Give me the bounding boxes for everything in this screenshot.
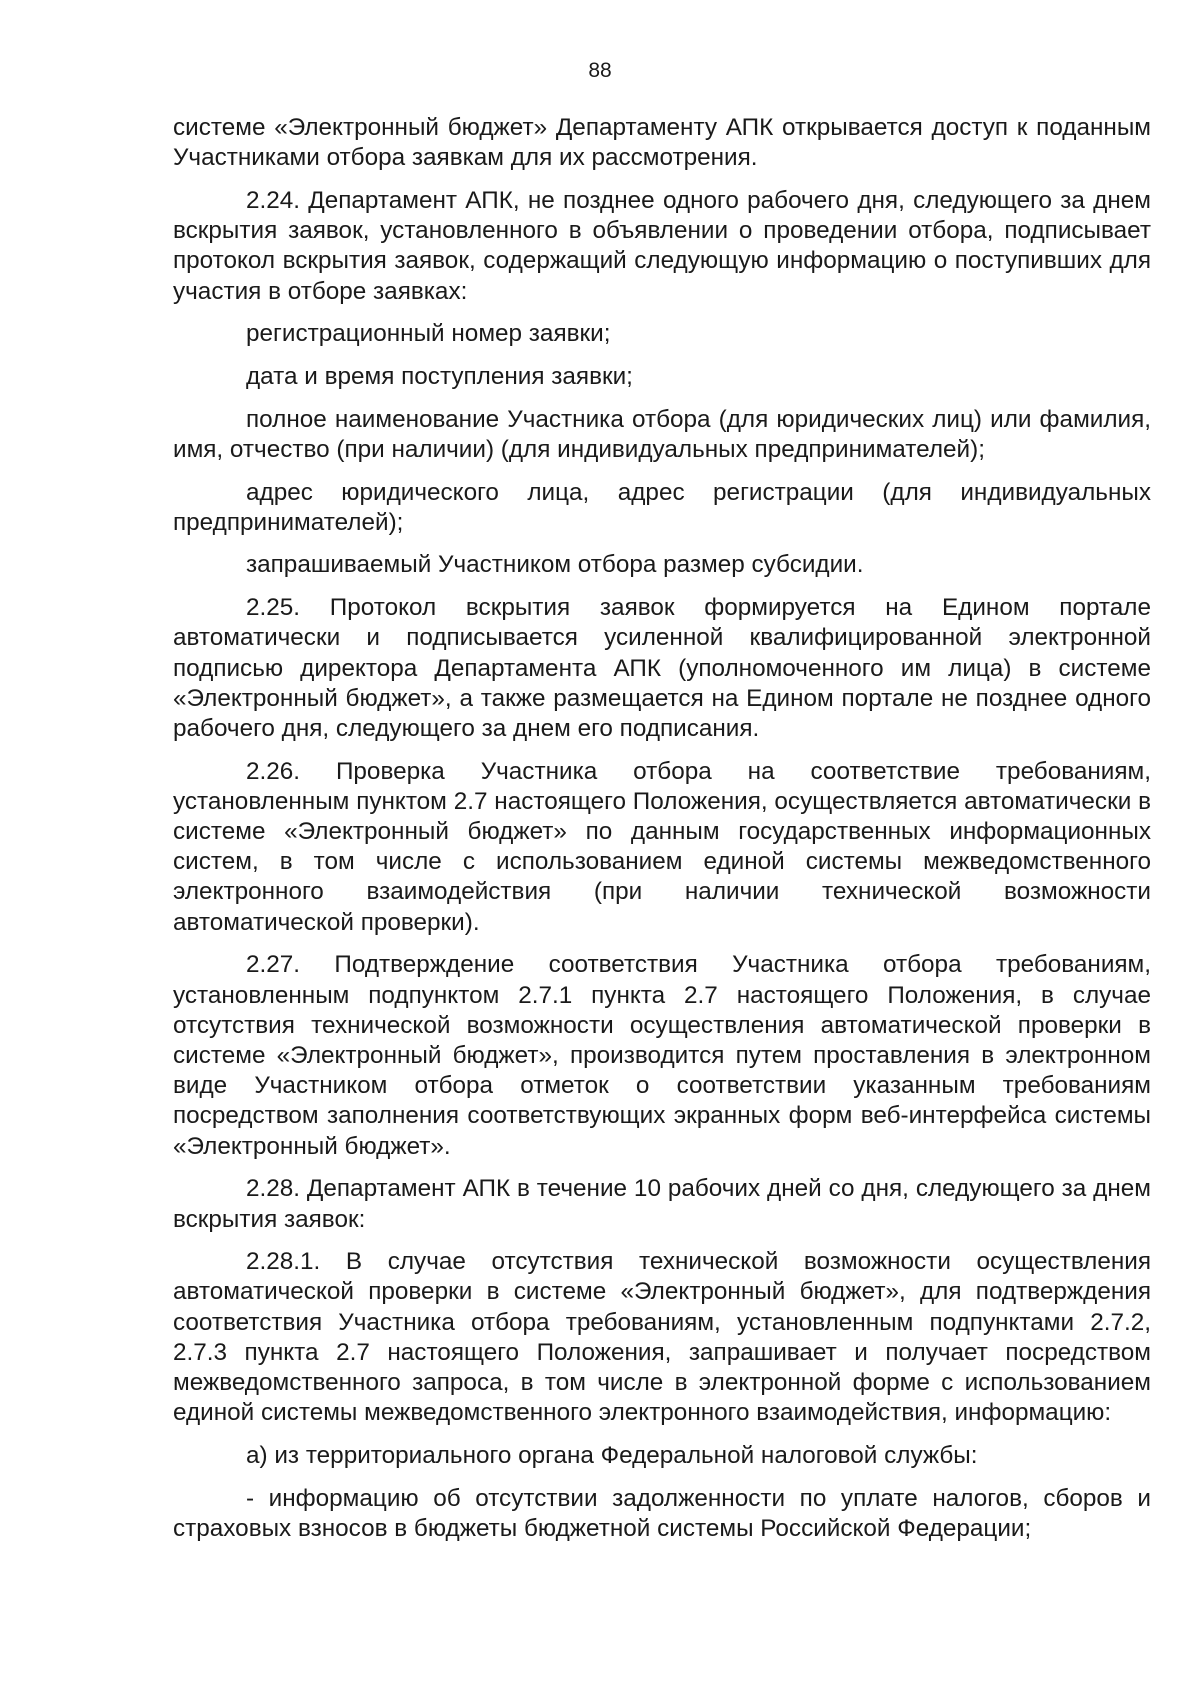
paragraph-continuation: системе «Электронный бюджет» Департаменту АПК открывается доступ к поданным Участниками отбора заявкам для их рассмотрения. xyxy=(173,114,1151,172)
paragraph-2-28: 2.28. Департамент АПК в течение 10 рабочих дней со дня, следующего за днем вскрытия заявок: xyxy=(173,1175,1151,1233)
list-item-address: адрес юридического лица, адрес регистрации (для индивидуальных предпринимателей); xyxy=(173,478,1151,536)
paragraph-2-28-1: 2.28.1. В случае отсутствия технической возможности осуществления автоматической проверки в системе «Электронный бюджет», для подтверждения соответствия Участника отбора требованиям, установленным подпунктами 2.7.2, 2.7.3 пункта 2.7 настоящего Положения, запрашивает и получает посредством межведомственного запроса, в том числе в электронной форме с использованием единой системы межведомственного электронного взаимодействия, информацию: xyxy=(173,1248,1151,1427)
list-item-full-name: полное наименование Участника отбора (для юридических лиц) или фамилия, имя, отчество (при наличии) (для индивидуальных предпринимателей); xyxy=(173,405,1151,463)
paragraph-2-27: 2.27. Подтверждение соответствия Участника отбора требованиям, установленным подпунктом 2.7.1 пункта 2.7 настоящего Положения, в случае отсутствия технической возможности осуществления автоматической проверки в системе «Электронный бюджет», производится путем проставления в электронном виде Участником отбора отметок о соответствии указанным требованиям посредством заполнения соответствующих экранных форм веб-интерфейса системы «Электронный бюджет». xyxy=(173,951,1151,1160)
list-item-subsidy-amount: запрашиваемый Участником отбора размер субсидии. xyxy=(246,551,864,579)
list-item-registration-number: регистрационный номер заявки; xyxy=(246,320,611,348)
page-number: 88 xyxy=(588,59,612,82)
paragraph-tax-debt-info: - информацию об отсутствии задолженности по уплате налогов, сборов и страховых взносов в бюджеты бюджетной системы Российской Федерации; xyxy=(173,1484,1151,1542)
paragraph-sub-a: а) из территориального органа Федеральной налоговой службы: xyxy=(246,1441,978,1469)
list-item-date-time: дата и время поступления заявки; xyxy=(246,362,633,390)
paragraph-2-25: 2.25. Протокол вскрытия заявок формируется на Едином портале автоматически и подписывается усиленной квалифицированной электронной подписью директора Департамента АПК (уполномоченного им лица) в системе «Электронный бюджет», а также размещается на Едином портале не позднее одного рабочего дня, следующего за днем его подписания. xyxy=(173,594,1151,742)
paragraph-2-26: 2.26. Проверка Участника отбора на соответствие требованиям, установленным пунктом 2.7 настоящего Положения, осуществляется автоматически в системе «Электронный бюджет» по данным государственных информационных систем, в том числе с использованием единой системы межведомственного электронного взаимодействия (при наличии технической возможности автоматической проверки). xyxy=(173,757,1151,936)
paragraph-2-24: 2.24. Департамент АПК, не позднее одного рабочего дня, следующего за днем вскрытия заявок, установленного в объявлении о проведении отбора, подписывает протокол вскрытия заявок, содержащий следующую информацию о поступивших для участия в отборе заявках: xyxy=(173,186,1151,305)
document-body xyxy=(173,113,1151,1557)
